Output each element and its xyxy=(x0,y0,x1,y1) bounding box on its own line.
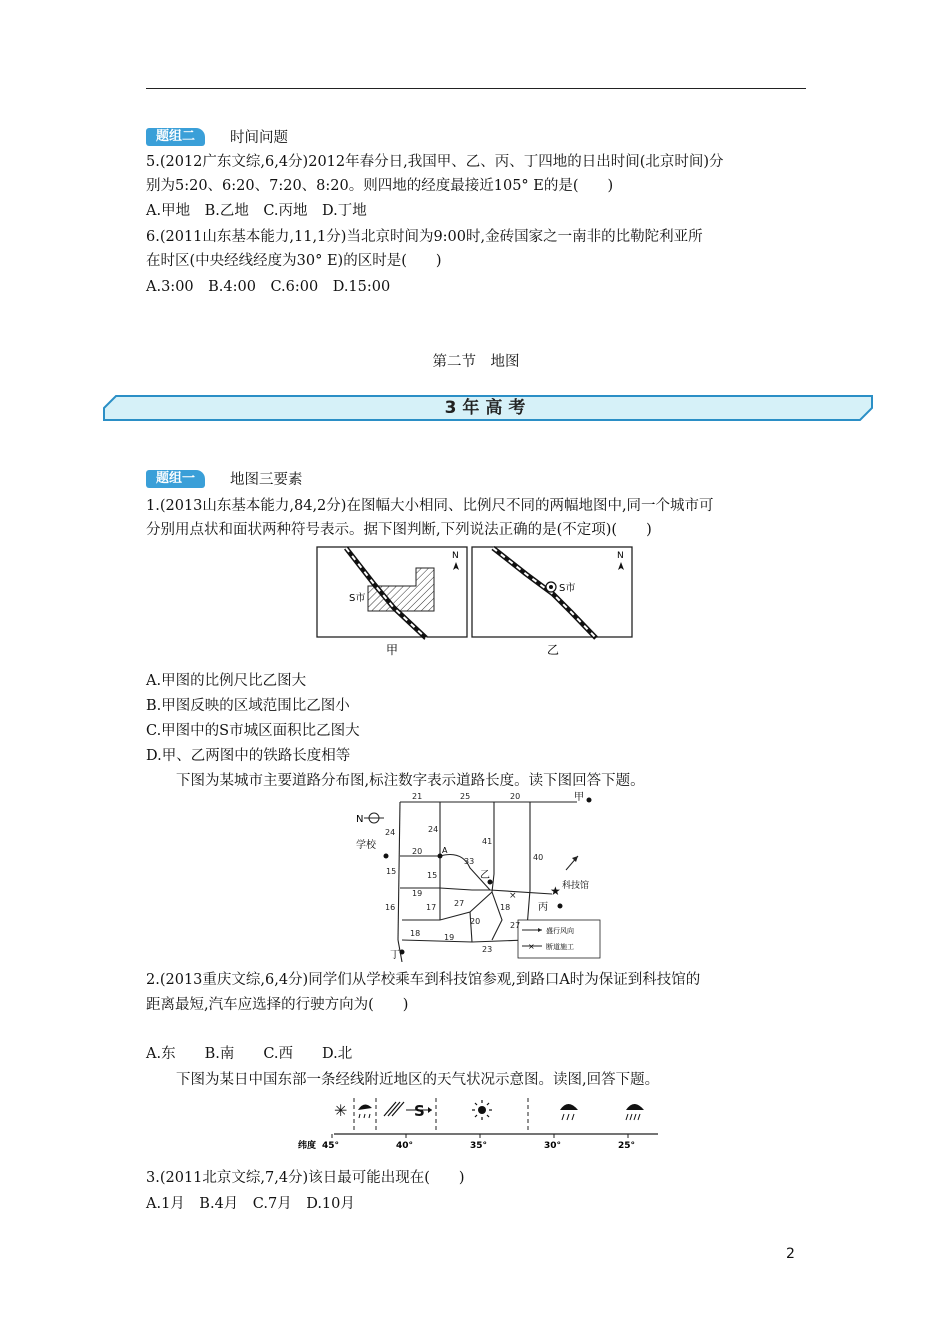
rain-icon xyxy=(560,1104,578,1120)
tick-label: 25° xyxy=(618,1141,636,1151)
museum-label: 科技馆 xyxy=(562,881,590,891)
bing-point-icon xyxy=(558,904,563,909)
road-length: 19 xyxy=(412,889,423,898)
road-length: 25 xyxy=(460,792,471,801)
snow-icon: ✳ xyxy=(334,1101,348,1120)
road-map-intro: 下图为某城市主要道路分布图,标注数字表示道路长度。读下图回答下题。 xyxy=(176,773,645,789)
road-length: 18 xyxy=(500,903,511,912)
legend-block-label: 断道施工 xyxy=(546,943,574,951)
question-2-options: A.东 B.南 C.西 D.北 xyxy=(146,1046,353,1062)
yi-label: 乙 xyxy=(480,870,490,881)
weather-map-intro: 下图为某日中国东部一条经线附近地区的天气状况示意图。读图,回答下题。 xyxy=(176,1072,660,1088)
tick-label: 40° xyxy=(396,1141,414,1151)
question-5-line2: 别为5:20、6:20、7:20、8:20。则四地的经度最接近105° E的是( ) xyxy=(146,178,614,194)
svg-text:S: S xyxy=(414,1102,425,1120)
question-6-line2: 在时区(中央经线经度为30° E)的区时是( ) xyxy=(146,253,442,269)
section-title: 第二节 地图 xyxy=(432,354,520,370)
question-3-line1: 3.(2011北京文综,7,4分)该日最可能出现在( ) xyxy=(146,1170,465,1186)
road-length: 19 xyxy=(444,933,455,942)
heavy-rain-icon xyxy=(626,1104,644,1120)
ding-point-icon xyxy=(400,950,405,955)
legend-block-icon: × xyxy=(528,942,535,951)
legend-wind-label: 盛行风向 xyxy=(546,927,574,935)
question-1-option-d: D.甲、乙两图中的铁路长度相等 xyxy=(146,748,351,764)
ding-label: 丁 xyxy=(390,950,400,961)
question-5-line1: 5.(2012广东文综,6,4分)2012年春分日,我国甲、乙、丙、丁四地的日出时间(北京时间)分 xyxy=(146,154,724,170)
tick-label: 45° xyxy=(322,1141,340,1151)
road-length: 15 xyxy=(427,871,438,880)
question-2-line2: 距离最短,汽车应选择的行驶方向为( ) xyxy=(146,997,409,1013)
question-6-line1: 6.(2011山东基本能力,11,1分)当北京时间为9:00时,金砖国家之一南非的比勒陀利亚所 xyxy=(146,229,703,245)
sunny-icon xyxy=(472,1100,492,1120)
map-caption: 甲 xyxy=(386,643,399,657)
group-title: 时间问题 xyxy=(230,130,288,146)
road-length: 23 xyxy=(482,945,493,954)
star-icon: ★ xyxy=(550,884,561,898)
banner-text: 3年高考 xyxy=(444,398,532,418)
road-length: 27 xyxy=(510,921,521,930)
rain-snow-icon xyxy=(358,1104,372,1118)
road-length: 33 xyxy=(464,857,475,866)
question-5-options: A.甲地 B.乙地 C.丙地 D.丁地 xyxy=(146,203,367,219)
weather-map xyxy=(292,1092,664,1156)
map-jia xyxy=(316,546,468,658)
road-length: 21 xyxy=(412,792,423,801)
school-point-icon xyxy=(384,854,389,859)
road-length: 18 xyxy=(410,929,421,938)
road-length: 20 xyxy=(470,917,481,926)
svg-text:×: × xyxy=(509,891,517,901)
north-label: N xyxy=(356,814,364,825)
road-length: 24 xyxy=(428,825,439,834)
question-1-line2: 分别用点状和面状两种符号表示。据下图判断,下列说法正确的是(不定项)( ) xyxy=(146,522,652,538)
header-rule xyxy=(146,88,806,89)
map-caption: 乙 xyxy=(547,643,560,657)
page-number: 2 xyxy=(786,1246,795,1262)
question-1-line1: 1.(2013山东基本能力,84,2分)在图幅大小相同、比例尺不同的两幅地图中,同一个城市可 xyxy=(146,498,714,514)
road-length: 15 xyxy=(386,867,397,876)
point-a-label: A xyxy=(442,846,448,855)
tick-label: 30° xyxy=(544,1141,562,1151)
jia-label: 甲 xyxy=(574,792,584,803)
question-3-options: A.1月 B.4月 C.7月 D.10月 xyxy=(146,1196,355,1212)
city-label: S市 xyxy=(349,593,366,604)
banner xyxy=(102,395,874,421)
group-title: 地图三要素 xyxy=(230,472,303,488)
question-1-option-c: C.甲图中的S市城区面积比乙图大 xyxy=(146,723,360,739)
road-length: 27 xyxy=(454,899,465,908)
school-label: 学校 xyxy=(356,840,376,851)
north-label: N xyxy=(617,551,624,561)
axis-label: 纬度 xyxy=(298,1141,317,1151)
road-length: 20 xyxy=(412,847,423,856)
question-1-option-a: A.甲图的比例尺比乙图大 xyxy=(146,673,307,689)
north-label: N xyxy=(452,551,459,561)
road-length: 24 xyxy=(385,828,396,837)
jia-point-icon xyxy=(587,798,592,803)
wind-icon xyxy=(384,1102,404,1116)
question-1-option-b: B.甲图反映的区域范围比乙图小 xyxy=(146,698,350,714)
group-tag: 题组一 xyxy=(146,470,205,488)
group-tag: 题组二 xyxy=(146,128,205,146)
sandstorm-icon xyxy=(406,1102,432,1120)
map-yi xyxy=(471,546,633,658)
road-length: 20 xyxy=(510,792,521,801)
road-map xyxy=(352,790,602,962)
tick-label: 35° xyxy=(470,1141,488,1151)
road-length: 17 xyxy=(426,903,437,912)
road-length: 16 xyxy=(385,903,396,912)
question-2-line1: 2.(2013重庆文综,6,4分)同学们从学校乘车到科技馆参观,到路口A时为保证到科技馆的 xyxy=(146,972,701,988)
legend-box xyxy=(518,920,600,958)
bing-label: 丙 xyxy=(538,902,548,913)
city-label: S市 xyxy=(559,583,576,594)
road-length: 41 xyxy=(482,837,493,846)
road-length: 40 xyxy=(533,853,544,862)
question-6-options: A.3:00 B.4:00 C.6:00 D.15:00 xyxy=(146,279,391,295)
